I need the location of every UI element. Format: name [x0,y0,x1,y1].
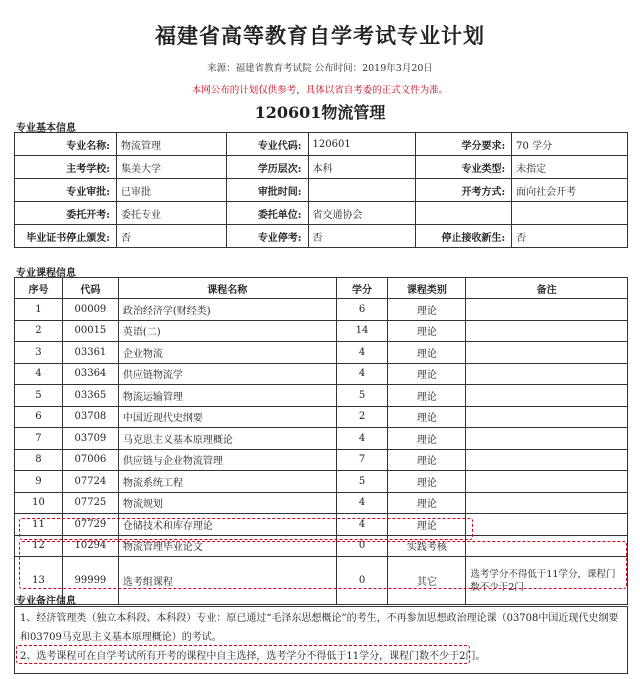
course-code: 10294 [62,535,118,557]
course-no: 11 [15,514,63,536]
table-row [15,406,628,428]
table-row [15,363,628,385]
field-label: 专业代码: [226,133,308,156]
course-remark [466,492,628,514]
course-type: 理论 [388,320,466,342]
field-label: 开考方式: [416,179,512,202]
course-type: 理论 [388,449,466,471]
table-row [15,299,628,321]
course-no: 6 [15,406,63,428]
course-type: 理论 [388,492,466,514]
table-row [15,320,628,342]
highlight-elective-row [19,541,627,589]
course-name: 政治经济学(财经类) [118,299,336,321]
highlight-note-2 [16,645,470,664]
page-title: 福建省高等教育自学考试专业计划 [155,23,485,48]
course-credit: 2 [336,406,388,428]
course-table-header [15,278,628,299]
course-code: 00009 [62,299,118,321]
course-credit: 6 [336,299,388,321]
basic-info-row [15,156,628,179]
field-label: 委托开考: [15,202,117,225]
course-code: 03708 [62,406,118,428]
course-code: 03365 [62,385,118,407]
course-name: 物流规划 [118,492,336,514]
field-value: 已审批 [116,179,226,202]
field-label: 专业停考: [226,225,308,248]
course-info-label: 专业课程信息 [16,268,76,279]
course-code: 07725 [62,492,118,514]
course-no: 2 [15,320,63,342]
course-no: 5 [15,385,63,407]
course-credit: 4 [336,514,388,536]
field-label: 主考学校: [15,156,117,179]
course-no: 10 [15,492,63,514]
table-row [15,471,628,493]
course-credit: 4 [336,492,388,514]
course-name: 仓储技术和库存理论 [118,514,336,536]
course-remark: 选考学分不得低于11学分，课程门数不少于2门 [466,557,628,605]
field-label [416,202,512,225]
course-name: 英语(二) [118,320,336,342]
field-value: 本科 [308,156,416,179]
field-label: 停止接收新生: [416,225,512,248]
col-header-type: 课程类别 [388,278,466,299]
field-label: 委托单位: [226,202,308,225]
course-type: 理论 [388,363,466,385]
course-name: 供应链物流学 [118,363,336,385]
course-remark [466,320,628,342]
basic-info-row [15,133,628,156]
course-credit: 4 [336,342,388,364]
course-remark [466,342,628,364]
field-label: 毕业证书停止颁发: [15,225,117,248]
table-row [15,449,628,471]
course-type: 其它 [388,557,466,605]
col-header-credit: 学分 [336,278,388,299]
field-value: 物流管理 [116,133,226,156]
basic-info-row [15,202,628,225]
course-name: 马克思主义基本原理概论 [118,428,336,450]
course-credit: 7 [336,449,388,471]
highlight-thesis-row [19,518,473,540]
course-code: 03361 [62,342,118,364]
course-credit: 14 [336,320,388,342]
course-no: 13 [15,557,63,605]
table-row [15,385,628,407]
course-remark [466,363,628,385]
field-value: 否 [116,225,226,248]
course-type: 理论 [388,342,466,364]
field-label: 专业名称: [15,133,117,156]
course-credit: 4 [336,428,388,450]
course-no: 3 [15,342,63,364]
field-value: 120601 [308,133,416,156]
field-value: 否 [512,225,628,248]
course-type: 理论 [388,299,466,321]
course-code: 03709 [62,428,118,450]
course-code: 99999 [62,557,118,605]
course-remark [466,514,628,536]
note-2: 2、选考课程可在自学考试所有开考的课程中自主选择，选考学分不得低于11学分，课程门数不少于2门。 [20,651,486,662]
course-name: 物流系统工程 [118,471,336,493]
course-code: 07724 [62,471,118,493]
course-type: 理论 [388,514,466,536]
course-remark [466,449,628,471]
course-no: 4 [15,363,63,385]
field-label: 审批时间: [226,179,308,202]
course-credit: 0 [336,535,388,557]
course-no: 9 [15,471,63,493]
field-value: 70 学分 [512,133,628,156]
course-code: 03364 [62,363,118,385]
course-credit: 5 [336,385,388,407]
notes-label: 专业备注信息 [16,596,76,607]
course-no: 7 [15,428,63,450]
course-remark [466,471,628,493]
course-code: 07006 [62,449,118,471]
course-remark [466,406,628,428]
field-value: 省交通协会 [308,202,416,225]
course-name: 供应链与企业物流管理 [118,449,336,471]
course-type: 理论 [388,471,466,493]
course-type: 理论 [388,406,466,428]
course-no: 8 [15,449,63,471]
course-no: 12 [15,535,63,557]
field-label: 学历层次: [226,156,308,179]
course-remark [466,299,628,321]
field-value: 委托专业 [116,202,226,225]
course-remark [466,385,628,407]
table-row [15,492,628,514]
course-code: 00015 [62,320,118,342]
basic-info-table [14,132,628,248]
col-header-remark: 备注 [466,278,628,299]
disclaimer-notice: 本网公布的计划仅供参考，具体以省自考委的正式文件为准。 [191,85,449,96]
col-header-no: 序号 [15,278,63,299]
course-credit: 0 [336,557,388,605]
field-value [512,202,628,225]
course-name: 物流运输管理 [118,385,336,407]
col-header-name: 课程名称 [118,278,336,299]
source-line: 来源：福建省教育考试院 公布时间：2019年3月20日 [207,63,433,74]
field-value: 面向社会开考 [512,179,628,202]
course-type: 实践考核 [388,535,466,557]
field-label: 专业类型: [416,156,512,179]
field-value [308,179,416,202]
col-header-code: 代码 [62,278,118,299]
field-value: 未指定 [512,156,628,179]
field-label: 学分要求: [416,133,512,156]
field-value: 集美大学 [116,156,226,179]
course-type: 理论 [388,428,466,450]
course-code: 07729 [62,514,118,536]
course-credit: 5 [336,471,388,493]
course-name: 选考组课程 [118,557,336,605]
course-credit: 4 [336,363,388,385]
field-label: 专业审批: [15,179,117,202]
basic-info-label: 专业基本信息 [16,123,76,134]
basic-info-row [15,179,628,202]
table-row [15,428,628,450]
course-no: 1 [15,299,63,321]
basic-info-row [15,225,628,248]
course-type: 理论 [388,385,466,407]
field-value: 否 [308,225,416,248]
course-name: 物流管理毕业论文 [118,535,336,557]
table-row [15,342,628,364]
major-title: 120601物流管理 [254,103,386,122]
course-name: 中国近现代史纲要 [118,406,336,428]
note-1: 1、经济管理类（独立本科段、本科段）专业：原已通过“毛泽东思想概论”的考生，不再参加思想政治理论课（03708中国近现代史纲要和03709马克思主义基本原理概论）的考试。 [20,613,619,643]
course-remark [466,428,628,450]
course-name: 企业物流 [118,342,336,364]
